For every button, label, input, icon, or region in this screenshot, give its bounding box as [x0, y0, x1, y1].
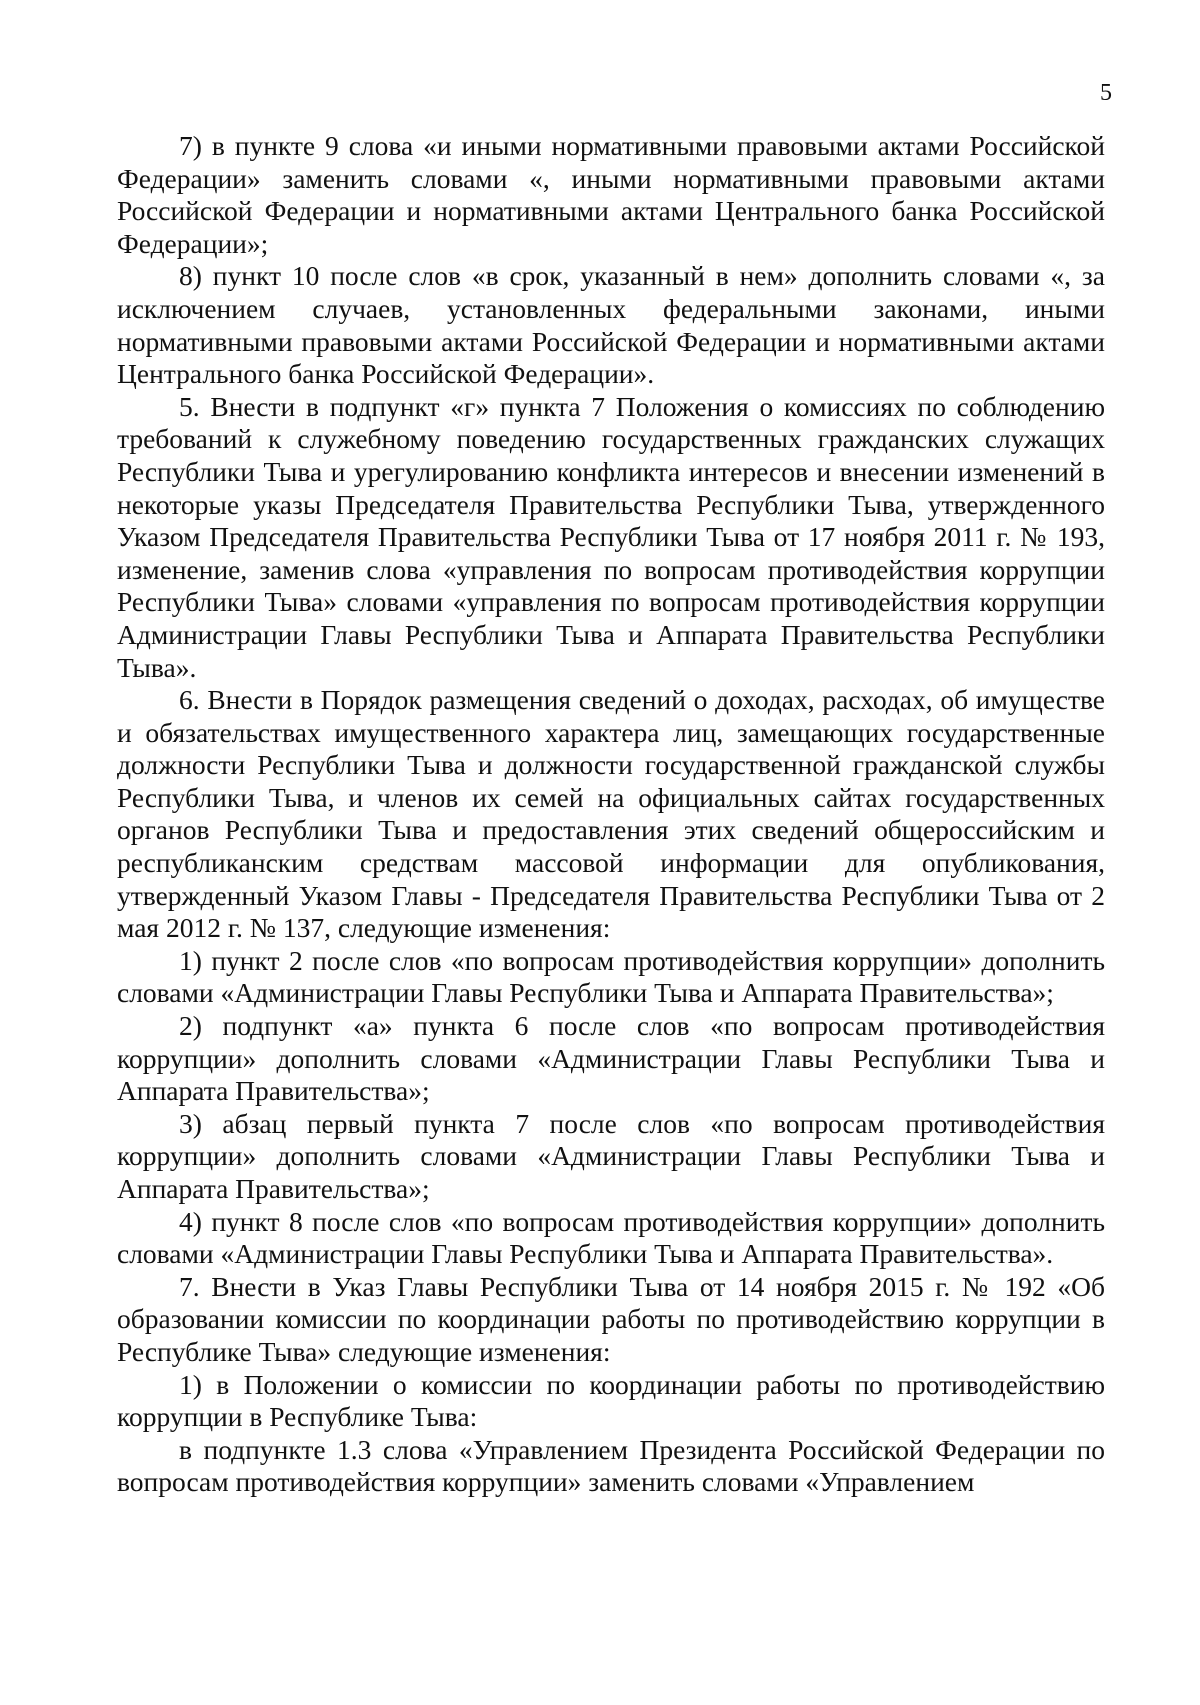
paragraph-section-7-item-1: 1) в Положении о комиссии по координации работы по противодействию коррупции в Республике Тыва:: [117, 1368, 1105, 1433]
paragraph-section-6-item-4: 4) пункт 8 после слов «по вопросам противодействия коррупции» дополнить словами «Администрации Главы Республики Тыва и Аппарата Правительства».: [117, 1205, 1105, 1270]
paragraph-section-5: 5. Внести в подпункт «г» пункта 7 Положения о комиссиях по соблюдению требований к служебному поведению государственных гражданских служащих Республики Тыва и урегулированию конфликта интересов и внесении изменений в некоторые указы Председателя Правительства Республики Тыва, утвержденного Указом Председателя Правительства Республики Тыва от 17 ноября 2011 г. № 193, изменение, заменив слова «управления по вопросам противодействия коррупции Республики Тыва» словами «управления по вопросам противодействия коррупции Администрации Главы Республики Тыва и Аппарата Правительства Республики Тыва».: [117, 390, 1105, 683]
paragraph-item-7: 7) в пункте 9 слова «и иными нормативными правовыми актами Российской Федерации» заменить словами «, иными нормативными правовыми актами Российской Федерации и нормативными актами Центрального банка Российской Федерации»;: [117, 130, 1105, 259]
paragraph-section-6-item-2: 2) подпункт «а» пункта 6 после слов «по вопросам противодействия коррупции» дополнить словами «Администрации Главы Республики Тыва и Аппарата Правительства»;: [117, 1010, 1105, 1107]
paragraph-subpoint-1-3: в подпункте 1.3 слова «Управлением Президента Российской Федерации по вопросам противодействия коррупции» заменить словами «Управлением: [117, 1433, 1105, 1498]
paragraph-item-8: 8) пункт 10 после слов «в срок, указанный в нем» дополнить словами «, за исключением случаев, установленных федеральными законами, иными нормативными правовыми актами Российской Федерации и нормативными актами Центрального банка Российской Федерации».: [117, 260, 1105, 390]
paragraph-section-7: 7. Внести в Указ Главы Республики Тыва от 14 ноября 2015 г. № 192 «Об образовании комиссии по координации работы по противодействию коррупции в Республике Тыва» следующие изменения:: [117, 1270, 1105, 1367]
paragraph-section-6-item-3: 3) абзац первый пункта 7 после слов «по вопросам противодействия коррупции» дополнить словами «Администрации Главы Республики Тыва и Аппарата Правительства»;: [117, 1107, 1105, 1204]
page-number: 5: [1100, 80, 1112, 106]
document-body: [117, 130, 1105, 1499]
paragraph-section-6: 6. Внести в Порядок размещения сведений о доходах, расходах, об имуществе и обязательствах имущественного характера лиц, замещающих государственные должности Республики Тыва и должности государственной гражданской службы Республики Тыва, и членов их семей на официальных сайтах государственных органов Республики Тыва и предоставления этих сведений общероссийским и республиканским средствам массовой информации для опубликования, утвержденный Указом Главы - Председателя Правительства Республики Тыва от 2 мая 2012 г. № 137, следующие изменения:: [117, 684, 1105, 944]
paragraph-section-6-item-1: 1) пункт 2 после слов «по вопросам противодействия коррупции» дополнить словами «Администрации Главы Республики Тыва и Аппарата Правительства»;: [117, 944, 1105, 1009]
